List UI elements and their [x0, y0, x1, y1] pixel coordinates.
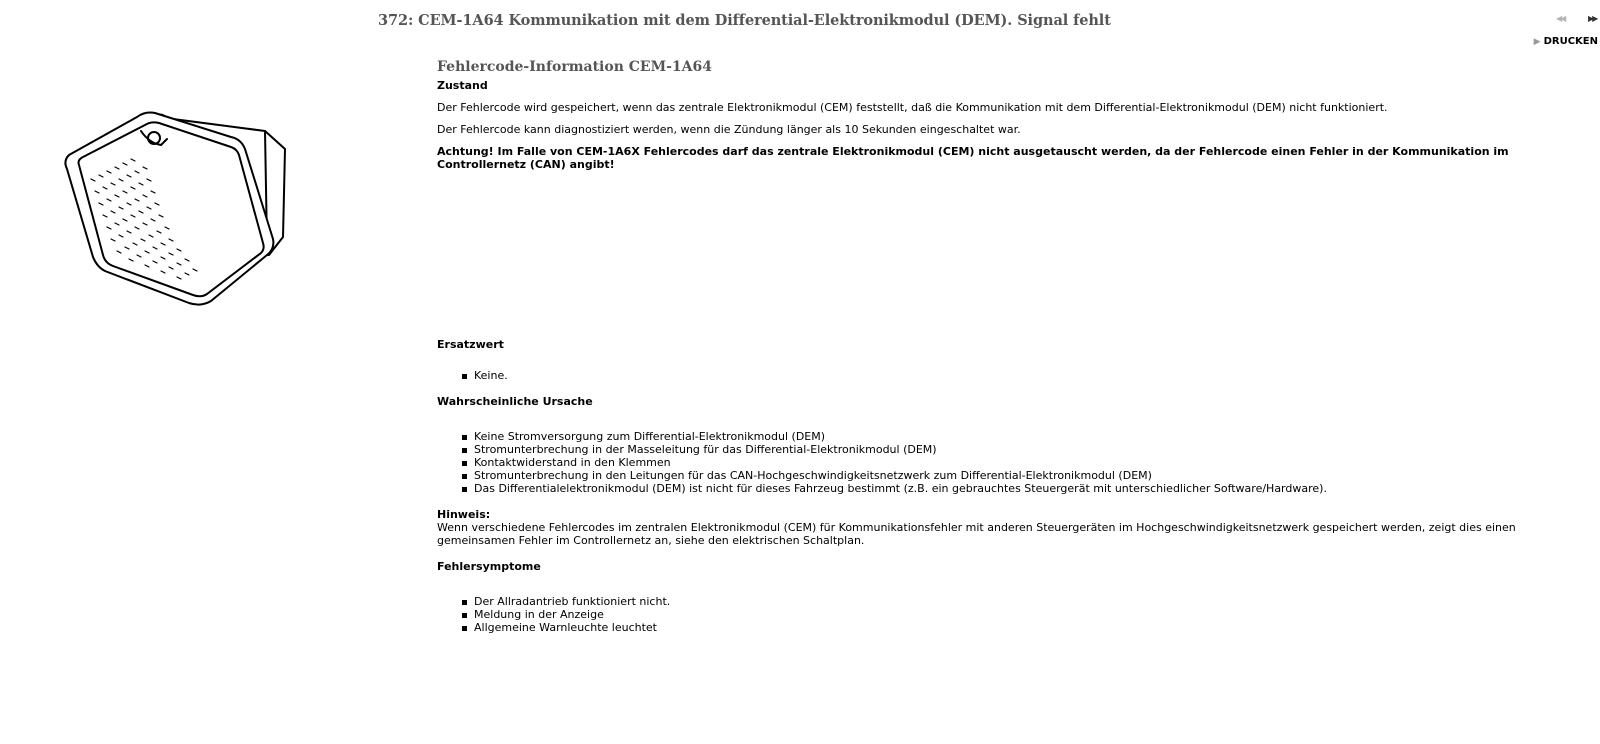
list-item: Keine Stromversorgung zum Differential-Elektronikmodul (DEM): [474, 430, 1587, 443]
zustand-paragraph-1: Der Fehlercode wird gespeichert, wenn das zentrale Elektronikmodul (CEM) feststellt, daß die Kommunikation mit dem Differential-Elektronikmodul (DEM) nicht funktioniert.: [437, 101, 1388, 114]
list-item: Kontaktwiderstand in den Klemmen: [474, 456, 1587, 469]
ursache-list: [437, 430, 1587, 495]
symptome-list: [437, 595, 1587, 634]
print-arrow-icon: ▶: [1533, 37, 1541, 47]
zustand-paragraph-2: Der Fehlercode kann diagnostiziert werden, wenn die Zündung länger als 10 Sekunden eingeschaltet war.: [437, 123, 1021, 136]
warning-text: Achtung! Im Falle von CEM-1A6X Fehlercodes darf das zentrale Elektronikmodul (CEM) nicht ausgetauscht werden, da der Fehlercode einen Fehler in der Kommunikation im Controllernetz (CAN) angibt!: [437, 145, 1509, 171]
list-item: Das Differentialelektronikmodul (DEM) ist nicht für dieses Fahrzeug bestimmt (z.B. ein gebrauchtes Steuergerät mit unterschiedlicher Software/Hardware).: [474, 482, 1587, 495]
zustand-heading: Zustand: [437, 79, 488, 92]
symptome-heading: Fehlersymptome: [437, 560, 541, 573]
page-title: 372: CEM-1A64 Kommunikation mit dem Differential-Elektronikmodul (DEM). Signal fehlt: [378, 12, 1111, 29]
next-page-icon[interactable]: ▶▶: [1588, 14, 1597, 23]
page-navigation: [1536, 14, 1596, 28]
previous-page-icon[interactable]: ◀◀: [1556, 14, 1565, 23]
list-item: Stromunterbrechung in der Masseleitung für das Differential-Elektronikmodul (DEM): [474, 443, 1587, 456]
control-module-icon: [55, 105, 295, 315]
list-item: Meldung in der Anzeige: [474, 608, 1587, 621]
hinweis-text: Wenn verschiedene Fehlercodes im zentralen Elektronikmodul (CEM) für Kommunikationsfehler mit anderen Steuergeräten im Hochgeschwindigkeitsnetzwerk gespeichert werden, zeigt dies einen gemeinsamen Fehler im Controllernetz an, siehe den elektrischen Schaltplan.: [437, 521, 1516, 547]
hinweis-heading: Hinweis:: [437, 508, 491, 521]
print-label: DRUCKEN: [1543, 36, 1598, 47]
list-item: Allgemeine Warnleuchte leuchtet: [474, 621, 1587, 634]
list-item: Der Allradantrieb funktioniert nicht.: [474, 595, 1587, 608]
list-item: Stromunterbrechung in den Leitungen für das CAN-Hochgeschwindigkeitsnetzwerk zum Differential-Elektronikmodul (DEM): [474, 469, 1587, 482]
ursache-heading: Wahrscheinliche Ursache: [437, 395, 593, 408]
print-button[interactable]: [1534, 36, 1598, 47]
ersatzwert-list: [437, 369, 1587, 382]
hinweis-note: [437, 509, 1587, 547]
ersatzwert-heading: Ersatzwert: [437, 338, 504, 351]
list-item: Keine.: [474, 369, 1587, 382]
fault-code-content: [437, 58, 1587, 634]
section-title: Fehlercode-Information CEM-1A64: [437, 59, 712, 75]
